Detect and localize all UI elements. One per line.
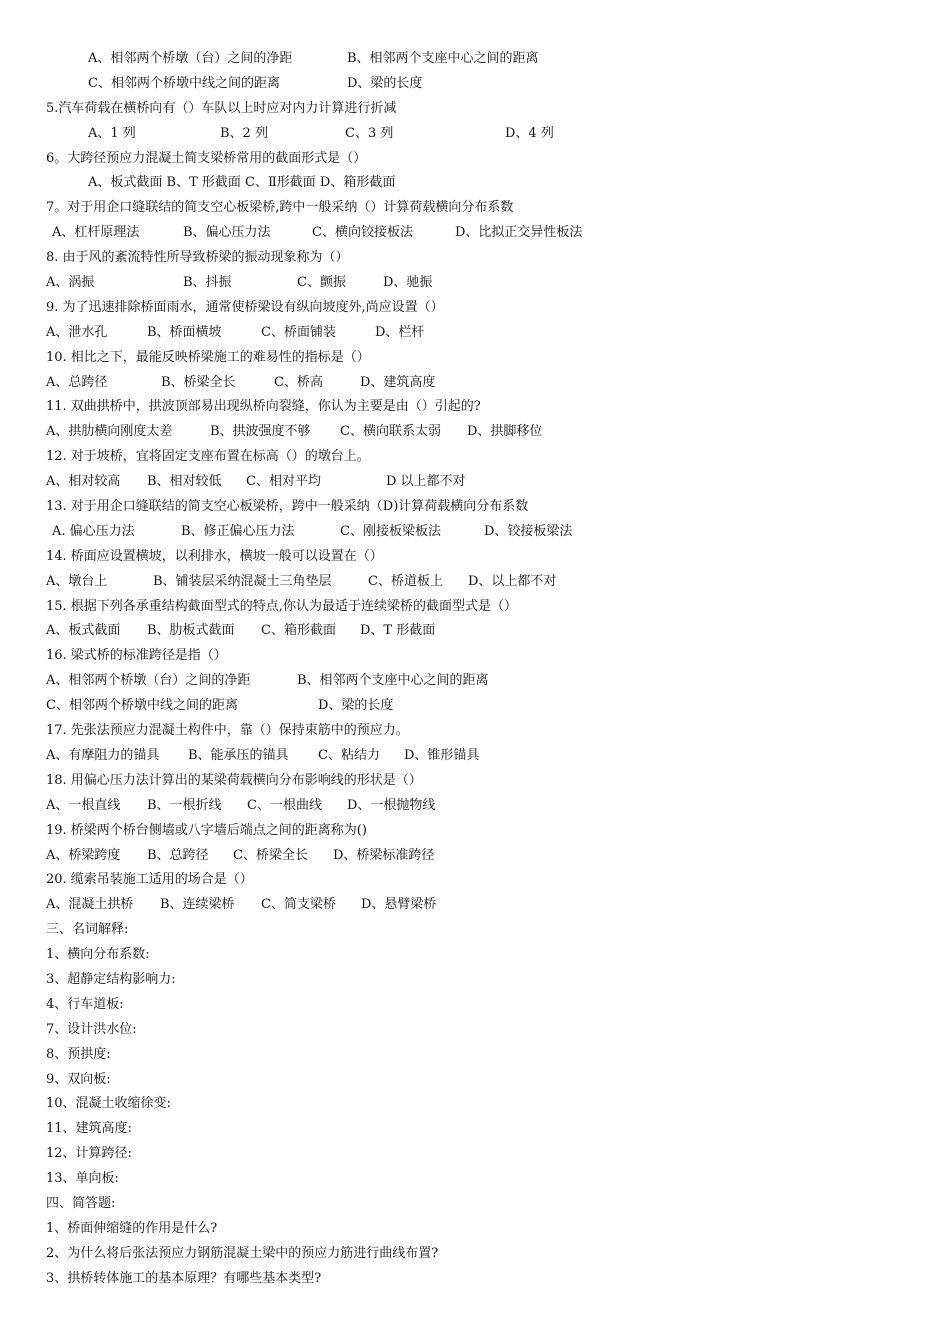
option-text: A、有摩阻力的锚具 [46, 747, 160, 763]
text-line [0, 520, 950, 545]
option-text: C、桥面铺装 [261, 324, 336, 340]
option-text: D、T 形截面 [360, 623, 436, 639]
text-line [0, 97, 950, 122]
option-text: B、连续梁桥 [160, 897, 235, 913]
option-text: A、1 列 [88, 125, 136, 141]
option-text: B、相邻两个支座中心之间的距离 [347, 51, 539, 66]
text-line [0, 321, 950, 346]
text-line [0, 246, 950, 271]
text-line [0, 893, 950, 918]
option-text: C、相邻两个桥墩中线之间的距离 [88, 75, 280, 91]
option-text: C、横向联系太弱 [340, 424, 441, 440]
option-text: D、锥形锚具 [404, 747, 480, 763]
text-line [0, 346, 950, 371]
line-text: 8、预拱度: [46, 1046, 111, 1062]
text-line [0, 371, 950, 396]
text-line [0, 1167, 950, 1192]
text-line [0, 595, 950, 620]
text-line [0, 769, 950, 794]
option-text: C、横向铰接板法 [312, 225, 413, 241]
line-text: 12、计算跨径: [46, 1146, 132, 1162]
line-text: 5.汽车荷载在横桥向有（）车队以上时应对内力计算进行折减 [46, 100, 397, 116]
text-line [0, 968, 950, 993]
line-text: 10. 相比之下，最能反映桥梁施工的难易性的指标是（） [46, 349, 370, 365]
text-line [0, 147, 950, 172]
option-text: C、桥梁全长 [233, 847, 308, 863]
line-text: 20. 缆索吊装施工适用的场合是（） [46, 872, 253, 888]
text-line [0, 644, 950, 669]
option-text: D、4 列 [505, 125, 554, 141]
option-text: D 以上都不对 [386, 474, 466, 490]
option-text: D、梁的长度 [347, 75, 423, 91]
text-line [0, 619, 950, 644]
line-text: 9. 为了迅速排除桥面雨水，通常使桥梁设有纵向坡度外,尚应设置（） [46, 299, 444, 315]
option-text: A、板式截面 [46, 623, 121, 639]
option-text: A、混凝土拱桥 [46, 897, 134, 913]
text-line [0, 570, 950, 595]
text-line [0, 1117, 950, 1142]
text-line [0, 196, 950, 221]
line-text: 11. 双曲拱桥中，拱波顶部易出现纵桥向裂缝，你认为主要是由（）引起的? [46, 399, 481, 415]
option-text: C、桥道板上 [368, 573, 443, 589]
text-line [0, 445, 950, 470]
line-text: 7。对于用企口缝联结的简支空心板梁桥,跨中一般采纳（）计算荷载横向分布系数 [46, 200, 514, 216]
text-line [0, 719, 950, 744]
text-line [0, 271, 950, 296]
option-text: B、抖振 [183, 275, 232, 291]
text-line [0, 395, 950, 420]
option-text: A、拱肋横向刚度太差 [46, 424, 173, 440]
option-text: C、3 列 [345, 125, 394, 141]
text-line [0, 868, 950, 893]
text-line [0, 918, 950, 943]
line-text: 15. 根据下列各承重结构截面型式的特点,你认为最适于连续梁桥的截面型式是（） [46, 598, 517, 614]
text-line [0, 1192, 950, 1217]
option-text: C、刚接板梁板法 [340, 523, 441, 539]
option-text: B、修正偏心压力法 [181, 523, 295, 539]
option-text: C、粘结力 [318, 747, 380, 763]
option-text: D、一根抛物线 [347, 797, 436, 813]
text-line [0, 296, 950, 321]
line-text: 16. 梁式桥的标准跨径是指（） [46, 648, 227, 664]
text-line [0, 47, 950, 72]
option-text: D、铰接板梁法 [484, 523, 573, 539]
option-text: B、拱波强度不够 [210, 424, 311, 440]
text-line [0, 1018, 950, 1043]
option-text: C、箱形截面 [261, 623, 336, 639]
text-line [0, 943, 950, 968]
option-text: A、一根直线 [46, 797, 121, 813]
line-text: 19. 桥梁两个桥台侧墙或八字墙后端点之间的距离称为() [46, 822, 367, 838]
option-text: C、简支梁桥 [261, 897, 336, 913]
line-text: 三、名词解释: [46, 922, 129, 938]
document-page [0, 47, 950, 1292]
option-text: D、拱脚移位 [467, 424, 543, 440]
line-text: 9、双向板: [46, 1071, 111, 1087]
option-text: D、梁的长度 [318, 698, 394, 714]
option-text: D、栏杆 [375, 324, 425, 340]
text-line [0, 1142, 950, 1167]
option-text: A. 偏心压力法 [52, 523, 135, 539]
text-line [0, 171, 950, 196]
line-text: 1、横向分布系数: [46, 947, 150, 963]
line-text: 4、行车道板: [46, 996, 124, 1012]
option-text: B、总跨径 [147, 847, 209, 863]
option-text: B、能承压的锚具 [188, 747, 289, 763]
text-line [0, 221, 950, 246]
option-text: B、相对较低 [147, 474, 222, 490]
text-line [0, 1068, 950, 1093]
text-line [0, 794, 950, 819]
option-text: D、悬臂梁桥 [361, 897, 437, 913]
line-text: 2、为什么将后张法预应力钢筋混凝土梁中的预应力筋进行曲线布置? [46, 1245, 439, 1261]
text-line [0, 1217, 950, 1242]
option-text: D、驰振 [383, 275, 433, 291]
option-text: A、相邻两个桥墩（台）之间的净距 [88, 51, 293, 66]
text-line [0, 844, 950, 869]
line-text: 13. 对于用企口缝联结的简支空心板梁桥，跨中一般采纳（D)计算荷载横向分布系数 [46, 499, 529, 515]
line-text: 18. 用偏心压力法计算出的某梁荷载横向分布影响线的形状是（） [46, 772, 422, 788]
option-text: D、桥梁标准跨径 [333, 847, 435, 863]
line-text: 11、建筑高度: [46, 1121, 132, 1137]
option-text: B、肋板式截面 [147, 623, 235, 639]
option-text: B、桥梁全长 [161, 374, 236, 390]
option-text: A、泄水孔 [46, 324, 108, 340]
text-line [0, 1092, 950, 1117]
option-text: A、相对较高 [46, 474, 121, 490]
text-line [0, 694, 950, 719]
line-text: 8. 由于风的紊流特性所导致桥梁的振动现象称为（） [46, 250, 349, 266]
option-text: A、涡振 [46, 275, 95, 291]
line-text: 12. 对于坡桥，宜将固定支座布置在标高（）的墩台上。 [46, 449, 370, 465]
text-line [0, 744, 950, 769]
text-line [0, 1242, 950, 1267]
option-text: A、总跨径 [46, 374, 108, 390]
text-line [0, 669, 950, 694]
option-text: B、偏心压力法 [183, 225, 271, 241]
option-text: C、相对平均 [246, 474, 321, 490]
line-text: 3、拱桥转体施工的基本原理？有哪些基本类型? [46, 1270, 322, 1286]
option-text: B、2 列 [220, 125, 268, 141]
text-line [0, 819, 950, 844]
option-text: C、颤振 [297, 275, 346, 291]
option-text: B、铺装层采纳混凝土三角垫层 [153, 573, 332, 589]
line-text: 13、单向板: [46, 1171, 119, 1187]
text-line [0, 420, 950, 445]
text-line [0, 1043, 950, 1068]
text-line [0, 545, 950, 570]
option-text: A、墩台上 [46, 573, 108, 589]
text-line [0, 495, 950, 520]
option-text: A、相邻两个桥墩（台）之间的净距 [46, 673, 251, 689]
line-text: 10、混凝土收缩徐变: [46, 1096, 171, 1112]
line-text: 14. 桥面应设置横坡，以利排水，横坡一般可以设置在（） [46, 548, 383, 564]
option-text: A、杠杆原理法 [52, 225, 140, 241]
line-text: A、板式截面 B、T 形截面 C、Ⅱ形截面 D、箱形截面 [88, 175, 396, 191]
option-text: A、桥梁跨度 [46, 847, 121, 863]
line-text: 四、简答题: [46, 1195, 116, 1211]
option-text: B、桥面横坡 [147, 324, 222, 340]
option-text: C、桥高 [274, 374, 323, 390]
text-line [0, 470, 950, 495]
text-line [0, 72, 950, 97]
text-line [0, 993, 950, 1018]
option-text: D、比拟正交异性板法 [455, 225, 583, 241]
option-text: C、相邻两个桥墩中线之间的距离 [46, 698, 238, 714]
option-text: B、相邻两个支座中心之间的距离 [297, 673, 489, 689]
option-text: D、以上都不对 [468, 573, 557, 589]
line-text: 6。大跨径预应力混凝土简支梁桥常用的截面形式是（） [46, 150, 367, 166]
line-text: 7、设计洪水位: [46, 1021, 137, 1037]
text-line [0, 122, 950, 147]
option-text: B、一根折线 [147, 797, 222, 813]
text-line [0, 1267, 950, 1292]
option-text: D、建筑高度 [360, 374, 436, 390]
line-text: 17. 先张法预应力混凝土构件中，靠（）保持束筋中的预应力。 [46, 723, 409, 739]
option-text: C、一根曲线 [247, 797, 322, 813]
line-text: 1、桥面伸缩缝的作用是什么? [46, 1220, 218, 1236]
line-text: 3、超静定结构影响力: [46, 971, 176, 987]
